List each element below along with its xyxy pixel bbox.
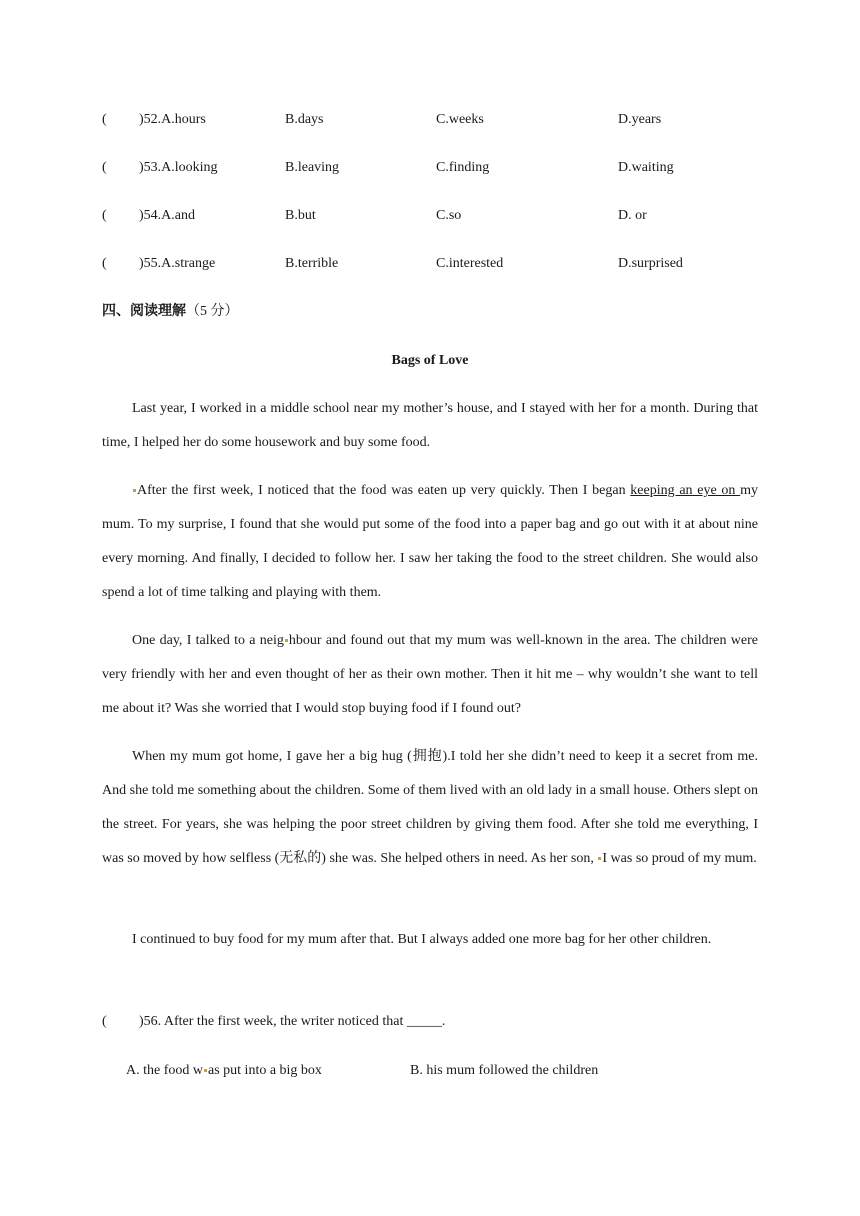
option-a: )52.A.hours <box>139 112 206 127</box>
answer-bracket: ( <box>102 160 107 175</box>
paragraph-1: Last year, I worked in a middle school near my mother’s house, and I stayed with her for a month. During that time, I helped her do some housework and buy some food. <box>102 401 758 450</box>
paragraph-3-text: One day, I talked to a neig <box>132 633 284 648</box>
question-56-text: )56. After the first week, the writer noticed that _____. <box>139 1014 446 1029</box>
option-a-text: A. the food w <box>126 1063 203 1078</box>
mark-dot <box>598 857 601 860</box>
paragraph-2-text: After the first week, I noticed that the food was eaten up very quickly. Then I began <box>137 483 631 498</box>
option-d: D.waiting <box>618 160 674 175</box>
option-a: )54.A.and <box>139 208 195 223</box>
option-c: C.weeks <box>436 112 484 127</box>
option-d: D. or <box>618 208 647 223</box>
question-56-option-a <box>126 1061 322 1081</box>
paragraph-2-text-rest: my mum. To my surprise, I found that she would put some of the food into a paper bag and go out with it at about nine every morning. And finally, I decided to follow her. I saw her taking the food to the street children. She would also spend a lot of time talking and playing with them. <box>102 483 758 600</box>
question-55-options <box>0 254 860 274</box>
paragraph-5: I continued to buy food for my mum after that. But I always added one more bag for her other children. <box>132 932 712 947</box>
section-score: （5 分） <box>186 304 239 319</box>
question-53-options <box>0 158 860 178</box>
option-a-text-rest: as put into a big box <box>208 1063 322 1078</box>
paragraph-2 <box>102 474 758 610</box>
option-b: B.leaving <box>285 160 340 175</box>
option-d: D.years <box>618 112 662 127</box>
paragraph-3 <box>102 624 758 726</box>
mark-dot <box>204 1069 207 1072</box>
option-c: C.so <box>436 208 462 223</box>
answer-bracket: ( <box>102 112 107 127</box>
paragraph-4 <box>102 740 758 876</box>
paragraph-3-text-rest: hbour and found out that my mum was well-known in the area. The children were very friendly with her and even thought of her as their own mother. Then it hit me – why wouldn’t she want to tell me about it? Was she worried that I would stop buying food if I found out? <box>102 633 758 716</box>
answer-bracket: ( <box>102 256 107 271</box>
mark-dot <box>285 639 288 642</box>
mark-dot <box>133 489 136 492</box>
section-heading <box>102 302 239 322</box>
option-b: B.terrible <box>285 256 339 271</box>
question-56-option-b: B. his mum followed the children <box>410 1063 599 1078</box>
question-56 <box>102 1012 445 1032</box>
paragraph-4-text: When my mum got home, I gave her a big hug (拥抱).I told her she didn’t need to keep it a secret from me. And she told me something about the children. Some of them lived with an old lady in a small house. Others slept on the street. For years, she was helping the poor street children by giving them food. After she told me everything, I was so moved by how selfless (无私的) she was. She helped others in need. <box>102 749 758 866</box>
option-d: D.surprised <box>618 256 683 271</box>
paragraph-4-end: As her son, <box>530 851 598 866</box>
question-52-options <box>0 110 860 130</box>
option-a: )53.A.looking <box>139 160 218 175</box>
question-54-options <box>0 206 860 226</box>
underlined-phrase: keeping an eye on <box>630 483 741 498</box>
option-b: B.but <box>285 208 316 223</box>
option-c: C.finding <box>436 160 490 175</box>
section-title: 四、阅读理解 <box>102 304 186 319</box>
option-a: )55.A.strange <box>139 256 216 271</box>
option-b: B.days <box>285 112 324 127</box>
answer-bracket: ( <box>102 208 107 223</box>
answer-bracket: ( <box>102 1014 107 1029</box>
paragraph-4-end-rest: I was so proud of my mum. <box>602 851 757 866</box>
passage-title: Bags of Love <box>391 353 469 368</box>
option-c: C.interested <box>436 256 504 271</box>
